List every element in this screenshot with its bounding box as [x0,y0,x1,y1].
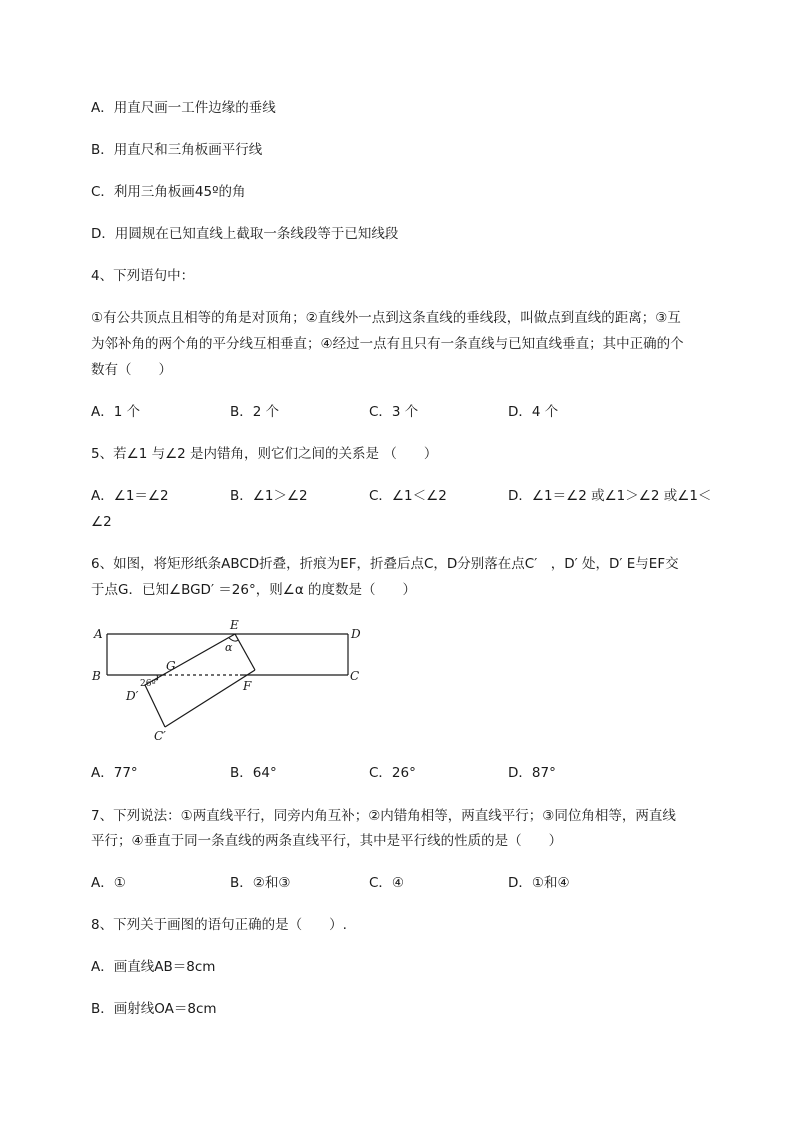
label-b: B [92,669,101,683]
q7-option-b: B．②和③ [230,875,291,891]
q5-option-c: C．∠1＜∠2 [369,488,447,504]
label-e: E [230,618,239,632]
label-a: A [94,627,103,641]
q5-option-d-continued: ∠2 [91,514,112,530]
q3-option-a: A．用直尺画一工件边缘的垂线 [91,100,276,116]
q5-option-a: A．∠1＝∠2 [91,488,169,504]
q6-stem-line: 6、如图，将矩形纸条ABCD折叠，折痕为EF，折叠后点C，D分别落在点C′ ，D′ 处，D′ E与EF交 [91,556,679,572]
q5-option-b: B．∠1＞∠2 [230,488,308,504]
q8-option-b: B．画射线OA＝8cm [91,1001,217,1017]
q5-stem: 5、若∠1 与∠2 是内错角，则它们之间的关系是 （ ） [91,446,438,462]
q7-option-d: D．①和④ [508,875,570,891]
label-c-prime: C′ [154,729,166,743]
folded-rectangle-figure [88,616,378,746]
label-d-prime: D′ [126,689,139,703]
q6-stem-line: 于点G．已知∠BGD′ ＝26°，则∠α 的度数是（ ） [91,582,417,598]
label-d: D [351,627,361,641]
q6-option-d: D．87° [508,765,556,781]
q6-option-a: A．77° [91,765,138,781]
label-alpha: α [225,641,233,654]
q4-option-a: A．1 个 [91,404,141,420]
label-c: C [350,669,360,683]
q4-option-c: C．3 个 [369,404,419,420]
q6-option-c: C．26° [369,765,416,781]
q8-option-a: A．画直线AB＝8cm [91,959,216,975]
q4-stem: 4、下列语句中： [91,268,195,284]
q7-stem-line: 平行；④垂直于同一条直线的两条直线平行，其中是平行线的性质的是（ ） [91,833,563,849]
label-angle-26: 26º [140,679,156,689]
label-g: G [166,659,176,673]
q6-option-b: B．64° [230,765,277,781]
q7-option-c: C．④ [369,875,405,891]
q4-statement-line: 数有（ ） [91,362,172,378]
q4-statement-line: 为邻补角的两个角的平分线互相垂直；④经过一点有且只有一条直线与已知直线垂直；其中正确的个 [91,336,684,352]
q3-option-d: D．用圆规在已知直线上截取一条线段等于已知线段 [91,226,399,242]
q3-option-b: B．用直尺和三角板画平行线 [91,142,263,158]
q7-stem-line: 7、下列说法：①两直线平行，同旁内角互补；②内错角相等，两直线平行；③同位角相等，两直线 [91,808,676,824]
q5-option-d: D．∠1＝∠2 或∠1＞∠2 或∠1＜ [508,488,712,504]
q4-statement-line: ①有公共顶点且相等的角是对顶角；②直线外一点到这条直线的垂线段，叫做点到直线的距离；③互 [91,310,681,326]
q4-option-d: D．4 个 [508,404,559,420]
q8-stem: 8、下列关于画图的语句正确的是（ ）. [91,917,347,933]
q4-option-b: B．2 个 [230,404,280,420]
q7-option-a: A．① [91,875,126,891]
q3-option-c: C．利用三角板画45º的角 [91,184,246,200]
label-f: F [243,679,252,693]
